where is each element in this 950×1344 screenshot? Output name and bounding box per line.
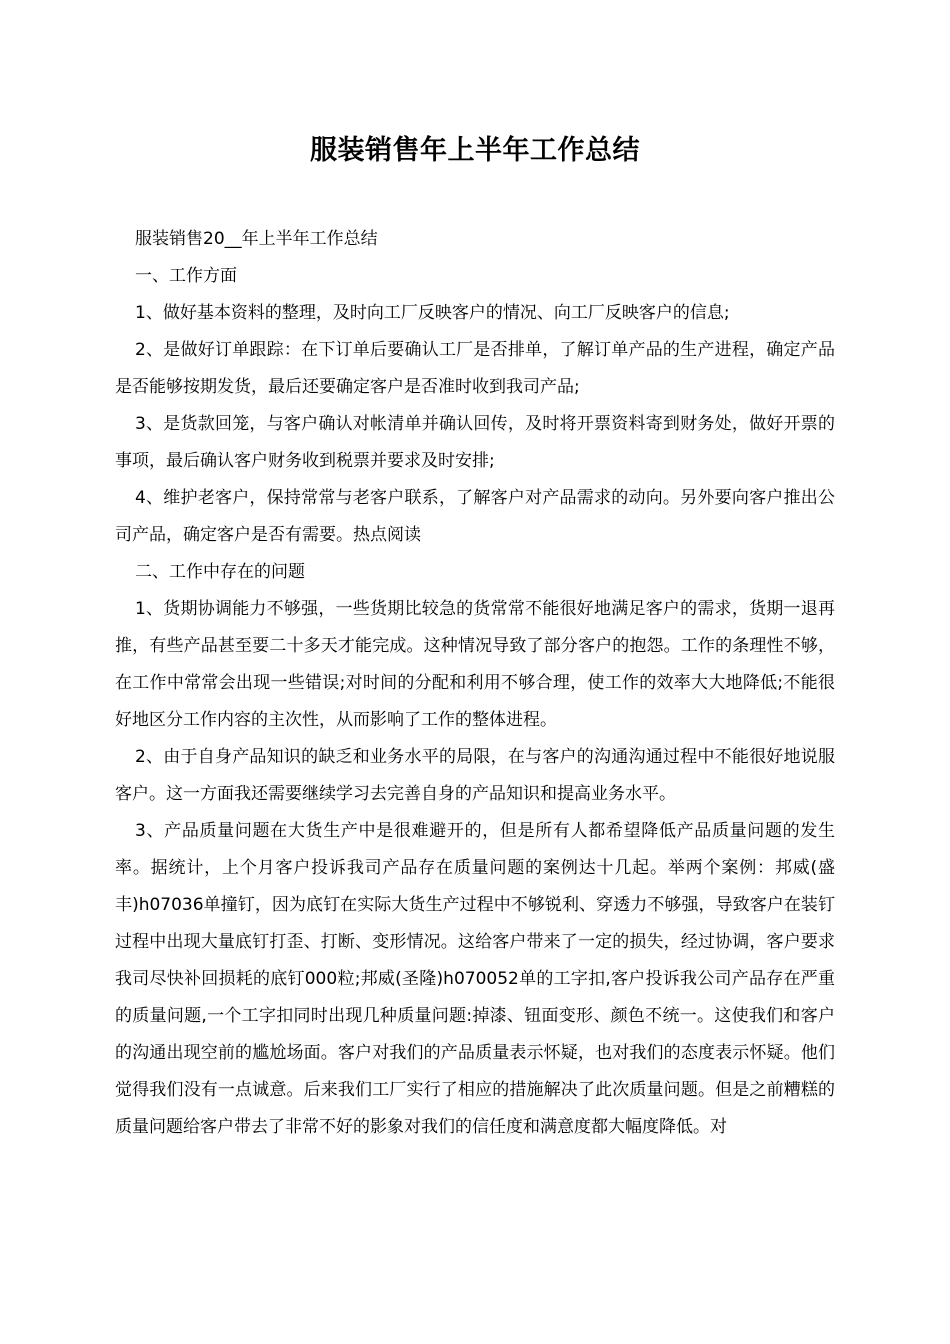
paragraph-work-3: 3、是货款回笼，与客户确认对帐清单并确认回传，及时将开票资料寄到财务处，做好开票的事项，最后确认客户财务收到税票并要求及时安排;: [115, 414, 835, 471]
document-title: 服装销售年上半年工作总结: [310, 135, 640, 166]
paragraph-work-2: 2、是做好订单跟踪：在下订单后要确认工厂是否排单，了解订单产品的生产进程，确定产品是否能够按期发货，最后还要确定客户是否准时收到我司产品;: [115, 340, 835, 397]
paragraph-problem-1: 1、货期协调能力不够强，一些货期比较急的货常常不能很好地满足客户的需求，货期一退再推，有些产品甚至要二十多天才能完成。这种情况导致了部分客户的抱怨。工作的条理性不够，在工作中常常会出现一些错误;对时间的分配和利用不够合理，使工作的效率大大地降低;不能很好地区分工作内容的主次性，从而影响了工作的整体进程。: [115, 599, 835, 730]
section-heading-problems: 二、工作中存在的问题: [135, 562, 305, 582]
paragraph-work-4: 4、维护老客户，保持常常与老客户联系，了解客户对产品需求的动向。另外要向客户推出公司产品，确定客户是否有需要。热点阅读: [115, 488, 835, 545]
paragraph-problem-2: 2、由于自身产品知识的缺乏和业务水平的局限，在与客户的沟通沟通过程中不能很好地说服客户。这一方面我还需要继续学习去完善自身的产品知识和提高业务水平。: [115, 747, 835, 804]
paragraph-heading: 服装销售20__年上半年工作总结: [135, 229, 378, 249]
paragraph-work-1: 1、做好基本资料的整理，及时向工厂反映客户的情况、向工厂反映客户的信息;: [135, 303, 730, 323]
section-heading-work: 一、工作方面: [135, 266, 237, 286]
paragraph-problem-3: 3、产品质量问题在大货生产中是很难避开的，但是所有人都希望降低产品质量问题的发生率。据统计，上个月客户投诉我司产品存在质量问题的案例达十几起。举两个案例：邦威(盛丰)h07036单撞钉，因为底钉在实际大货生产过程中不够锐利、穿透力不够强，导致客户在装钉过程中出现大量底钉打歪、打断、变形情况。这给客户带来了一定的损失，经过协调，客户要求我司尽快补回损耗的底钉000粒;邦威(圣隆)h070052单的工字扣,客户投诉我公司产品存在严重的质量问题,一个工字扣同时出现几种质量问题:掉漆、钮面变形、颜色不统一。这使我们和客户的沟通出现空前的尴尬场面。客户对我们的产品质量表示怀疑，也对我们的态度表示怀疑。他们觉得我们没有一点诚意。后来我们工厂实行了相应的措施解决了此次质量问题。但是之前糟糕的质量问题给客户带去了非常不好的影象对我们的信任度和满意度都大幅度降低。对: [115, 821, 835, 1137]
document-body: [115, 221, 835, 1146]
